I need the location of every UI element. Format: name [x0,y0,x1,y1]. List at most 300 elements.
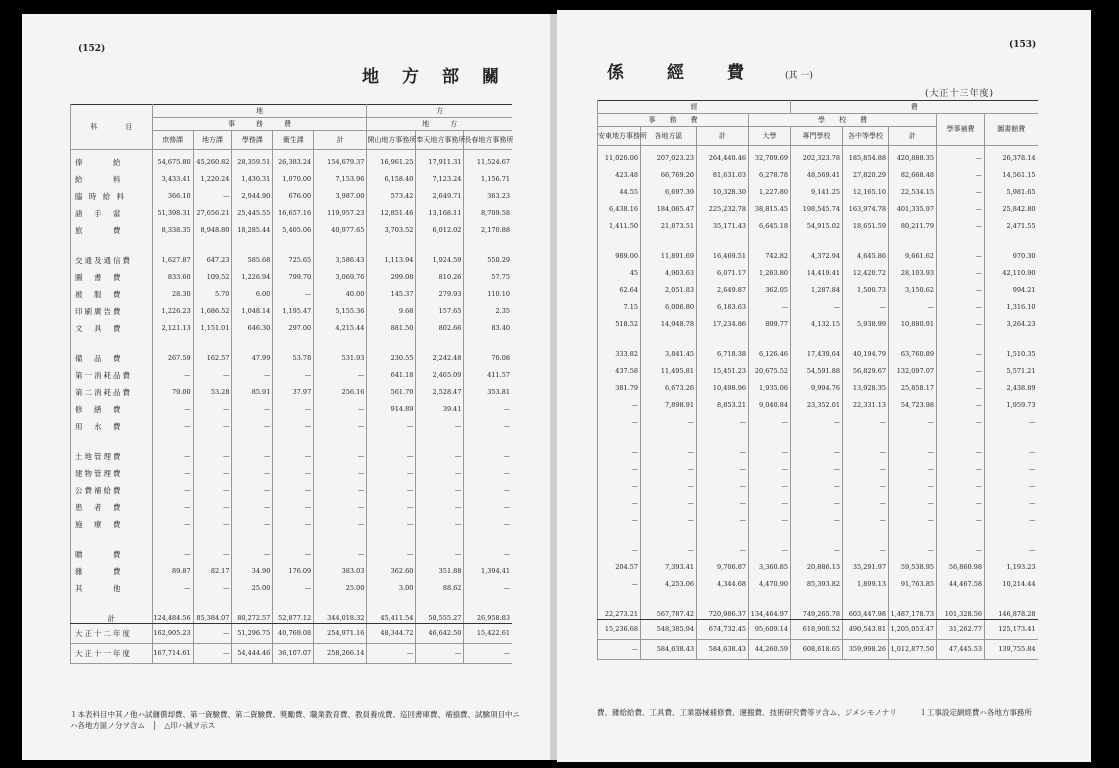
value-cell: — [314,397,367,414]
value-cell: — [232,444,273,461]
spacer-cell [367,235,416,248]
spacer-cell [193,333,232,346]
row-label: 贈 費 [71,542,153,559]
value-cell: 802.66 [416,316,464,333]
value-cell: 110.10 [464,282,512,299]
value-cell: — [697,491,749,508]
value-cell: 18,285.44 [232,218,273,235]
value-cell: 80,272.57 [232,593,273,624]
value-cell: 1,500.73 [843,278,889,295]
value-cell: 1,226.23 [152,299,193,316]
value-cell: 9,661.62 [889,244,937,261]
value-cell: 6,673.26 [641,376,697,393]
value-cell: 132,097.07 [889,359,937,376]
value-cell: — [193,363,232,380]
table-row [71,559,513,576]
value-cell: — [598,572,641,589]
value-cell: — [697,474,749,491]
value-cell: 3,703.52 [367,218,416,235]
spacer-cell [598,329,641,342]
value-cell: — [598,538,641,555]
value-cell: — [843,491,889,508]
spacer-cell [641,525,697,538]
value-cell: 5.70 [193,282,232,299]
value-cell: 4,132.15 [791,312,843,329]
value-cell: — [697,457,749,474]
row-label: 雜 費 [71,559,153,576]
value-cell: 48,569.41 [791,163,843,180]
value-cell: — [598,640,641,660]
value-cell: — [985,457,1038,474]
column-header: 長春地方事務所 [464,131,512,150]
value-cell: 101,328.56 [937,589,985,620]
spacer-cell [985,525,1038,538]
value-cell: 256.16 [314,380,367,397]
value-cell: — [273,414,314,431]
value-cell: 28,359.51 [232,150,273,168]
value-cell: 641.18 [367,363,416,380]
value-cell: 80,211.79 [889,214,937,231]
value-cell: — [889,295,937,312]
value-cell: — [232,363,273,380]
value-cell: — [985,538,1038,555]
value-cell: 8,338.35 [152,218,193,235]
spacer-cell [314,431,367,444]
spacer-cell [367,431,416,444]
year-row [71,644,513,664]
table-row [598,491,1038,508]
value-cell: — [641,508,697,525]
spacer-cell [193,235,232,248]
value-cell: 2,121.13 [152,316,193,333]
total-row [598,589,1038,620]
spacer-cell [152,333,193,346]
value-cell: — [937,244,985,261]
value-cell: — [791,457,843,474]
value-cell: 6,438.16 [598,197,641,214]
value-cell: 22,534.15 [889,180,937,197]
value-cell: 366.10 [152,184,193,201]
spacer-cell [843,427,889,440]
value-cell: 23,352.01 [791,393,843,410]
table-row [71,576,513,593]
value-cell: — [367,461,416,478]
spacer-cell [232,529,273,542]
value-cell: — [749,457,791,474]
value-cell: — [152,512,193,529]
value-cell: — [416,512,464,529]
value-cell: — [464,461,512,478]
value-cell: 25.00 [314,576,367,593]
value-cell: 573.42 [367,184,416,201]
value-cell: 46,642.50 [416,624,464,644]
value-cell: — [314,363,367,380]
value-cell: 720,986.37 [697,589,749,620]
value-cell: 567,787.42 [641,589,697,620]
spacer-row [71,333,513,346]
value-cell: — [416,644,464,664]
value-cell: — [937,180,985,197]
value-cell: 362.05 [749,278,791,295]
value-cell: — [749,538,791,555]
value-cell: 3,586.43 [314,248,367,265]
value-cell: — [749,295,791,312]
value-cell: 4,215.44 [314,316,367,333]
value-cell: 10,498.96 [697,376,749,393]
subtitle-right: (其 一) [785,71,813,81]
value-cell: — [464,495,512,512]
value-cell: 2,438.89 [985,376,1038,393]
spacer-cell [193,431,232,444]
spacer-cell [273,431,314,444]
table-row [71,397,513,414]
value-cell: 3,150.62 [889,278,937,295]
spacer-cell [937,427,985,440]
value-cell: 299.08 [367,265,416,282]
value-cell: 1,226.94 [232,265,273,282]
spacer-cell [416,431,464,444]
value-cell: — [367,542,416,559]
table-row [71,201,513,218]
value-cell: 184,065.47 [641,197,697,214]
header-row [598,114,1038,127]
value-cell: 47,445.53 [937,640,985,660]
spacer-cell [791,231,843,244]
spacer-cell [641,329,697,342]
value-cell: 561.70 [367,380,416,397]
value-cell: — [598,440,641,457]
value-cell: 585.68 [232,248,273,265]
value-cell: 51,296.75 [232,624,273,644]
value-cell: 48,344.72 [367,624,416,644]
value-cell: 411.57 [464,363,512,380]
value-cell: 2,649.87 [697,278,749,295]
value-cell: — [273,461,314,478]
value-cell: — [937,538,985,555]
spacer-cell [749,231,791,244]
value-cell: — [314,444,367,461]
value-cell: 52,877.12 [273,593,314,624]
table-row [598,359,1038,376]
value-cell: 10,328.30 [697,180,749,197]
value-cell: — [889,508,937,525]
value-cell: 363.23 [464,184,512,201]
value-cell: 1,048.14 [232,299,273,316]
value-cell: — [273,542,314,559]
value-cell: — [749,440,791,457]
table-row [598,342,1038,359]
value-cell: 267.59 [152,346,193,363]
value-cell: 37.97 [273,380,314,397]
column-header: 專門學校 [791,127,843,146]
page-number-right: (153) [1009,40,1037,50]
value-cell: 1,287.84 [791,278,843,295]
value-cell: 28,103.93 [889,261,937,278]
value-cell: 85.91 [232,380,273,397]
value-cell: 16,469.51 [697,244,749,261]
value-cell: 109.52 [193,265,232,282]
value-cell: 146,878.28 [985,589,1038,620]
value-cell: — [152,495,193,512]
table-row [598,261,1038,278]
value-cell: — [416,495,464,512]
value-cell: 6,183.63 [697,295,749,312]
value-cell: 82.17 [193,559,232,576]
value-cell: — [152,414,193,431]
value-cell: 167,714.61 [152,644,193,664]
value-cell: — [232,512,273,529]
table-row [71,380,513,397]
value-cell: — [598,457,641,474]
value-cell: — [641,538,697,555]
value-cell: 584,638.43 [641,640,697,660]
value-cell: 1,959.73 [985,393,1038,410]
header-cell: 學 校 費 [749,114,937,127]
column-header: 計 [889,127,937,146]
table-row [598,393,1038,410]
value-cell: — [791,440,843,457]
column-header: 衛生課 [273,131,314,150]
value-cell: — [193,512,232,529]
value-cell: — [937,491,985,508]
value-cell: — [641,410,697,427]
value-cell: 3,987.00 [314,184,367,201]
value-cell: 676.00 [273,184,314,201]
value-cell: 16,961.25 [367,150,416,168]
spacer-row [598,427,1038,440]
table-row [598,376,1038,393]
value-cell: 264,440.46 [697,146,749,164]
value-cell: 1,012,877.50 [889,640,937,660]
value-cell: 970.30 [985,244,1038,261]
value-cell: 26,383.24 [273,150,314,168]
value-cell: — [193,542,232,559]
value-cell: 7,898.91 [641,393,697,410]
value-cell: — [598,410,641,427]
value-cell: 333.82 [598,342,641,359]
value-cell: 9,040.84 [749,393,791,410]
value-cell: — [889,457,937,474]
book-spine [550,14,557,760]
value-cell: 15,451.23 [697,359,749,376]
value-cell: — [697,508,749,525]
value-cell: 4,372.94 [791,244,843,261]
column-header: 各地方區 [641,127,697,146]
spacer-cell [697,427,749,440]
value-cell: 6,697.39 [641,180,697,197]
value-cell: — [697,410,749,427]
column-header: 安東地方事務所 [598,127,641,146]
value-cell: 25,858.17 [889,376,937,393]
value-cell: 125,173.41 [985,620,1038,640]
header-cell: 事 務 費 [152,118,367,131]
table-row [598,295,1038,312]
value-cell: — [843,440,889,457]
spacer-cell [843,329,889,342]
header-row [598,101,1038,114]
column-header: 計 [314,131,367,150]
value-cell: 204.57 [598,555,641,572]
page-number-left: (152) [78,44,106,54]
spacer-row [71,529,513,542]
value-cell: 1,935.06 [749,376,791,393]
value-cell: 89.87 [152,559,193,576]
value-cell: 119,957.23 [314,201,367,218]
value-cell: 139,755.84 [985,640,1038,660]
value-cell: 749,265.78 [791,589,843,620]
value-cell: 54,675.80 [152,150,193,168]
value-cell: 25.00 [232,576,273,593]
value-cell: 157.65 [416,299,464,316]
value-cell: 4,903.63 [641,261,697,278]
value-cell: — [464,576,512,593]
value-cell: 44,467.58 [937,572,985,589]
spacer-cell [464,235,512,248]
value-cell: 54,915.02 [791,214,843,231]
value-cell: 1,394.41 [464,559,512,576]
value-cell: — [937,261,985,278]
spacer-cell [937,231,985,244]
value-cell: 56,860.98 [937,555,985,572]
row-label: 用 水 費 [71,414,153,431]
value-cell: 66,769.20 [641,163,697,180]
spacer-cell [367,333,416,346]
value-cell: 6,718.38 [697,342,749,359]
value-cell: 994.21 [985,278,1038,295]
value-cell: 1,510.35 [985,342,1038,359]
row-label: 公費補給費 [71,478,153,495]
value-cell: 1,070.00 [273,167,314,184]
value-cell: — [232,495,273,512]
value-cell: 70.08 [464,346,512,363]
value-cell: 742.82 [749,244,791,261]
value-cell: 21,873.51 [641,214,697,231]
spacer-cell [273,333,314,346]
table-row [71,167,513,184]
value-cell: 1,227.80 [749,180,791,197]
table-row [71,265,513,282]
spacer-cell [985,231,1038,244]
value-cell: — [193,478,232,495]
value-cell: — [416,414,464,431]
value-cell: — [791,474,843,491]
value-cell: — [152,542,193,559]
value-cell: 202,323.78 [791,146,843,164]
value-cell: — [697,538,749,555]
value-cell: — [641,457,697,474]
row-label: 給 料 [71,167,153,184]
header-cell: 方 [367,105,512,118]
value-cell: 618,900.52 [791,620,843,640]
value-cell: 9.68 [367,299,416,316]
row-label: 第一消耗品費 [71,363,153,380]
table-row [71,444,513,461]
header-cell: 圖書館費 [985,114,1038,146]
spacer-row [71,431,513,444]
value-cell: 7,123.24 [416,167,464,184]
value-cell: 11,020.00 [598,146,641,164]
value-cell: — [193,444,232,461]
table-row [71,218,513,235]
spacer-cell [273,235,314,248]
column-header: 各中等學校 [843,127,889,146]
value-cell: — [985,474,1038,491]
table-row [598,457,1038,474]
value-cell: 2,170.88 [464,218,512,235]
value-cell: 81,631.03 [697,163,749,180]
value-cell: — [598,491,641,508]
value-cell: 646.30 [232,316,273,333]
value-cell: — [985,508,1038,525]
value-cell: 603,447.98 [843,589,889,620]
value-cell: 17,911.31 [416,150,464,168]
value-cell: — [152,444,193,461]
table-row [71,495,513,512]
value-cell: 10,880.91 [889,312,937,329]
value-cell: 18,651.59 [843,214,889,231]
value-cell: 548,385.94 [641,620,697,640]
value-cell: 8,853.21 [697,393,749,410]
value-cell: 9,141.25 [791,180,843,197]
value-cell: 2,242.48 [416,346,464,363]
table-row [71,478,513,495]
value-cell: — [367,495,416,512]
value-cell: 95,609.14 [749,620,791,640]
value-cell: 809.77 [749,312,791,329]
value-cell: — [937,440,985,457]
value-cell: — [416,478,464,495]
header-cell: 地 方 [367,118,512,131]
value-cell: — [889,491,937,508]
value-cell: 4,344.68 [697,572,749,589]
value-cell: 5,405.06 [273,218,314,235]
value-cell: 36,107.07 [273,644,314,664]
value-cell: 279.93 [416,282,464,299]
row-label: 修 繕 費 [71,397,153,414]
value-cell: 2,471.55 [985,214,1038,231]
spacer-cell [749,329,791,342]
value-cell: 725.65 [273,248,314,265]
value-cell: — [937,393,985,410]
column-header: 大學 [749,127,791,146]
value-cell: 6,006.80 [641,295,697,312]
value-cell: 34.90 [232,559,273,576]
table-row [598,244,1038,261]
value-cell: 53.78 [273,346,314,363]
spacer-cell [273,529,314,542]
table-row [598,555,1038,572]
value-cell: 162.57 [193,346,232,363]
value-cell: 39.41 [416,397,464,414]
spacer-cell [697,329,749,342]
value-cell: — [937,376,985,393]
value-cell: 437.58 [598,359,641,376]
value-cell: 381.79 [598,376,641,393]
value-cell: 28.30 [152,282,193,299]
fiscal-year-note: (大正十三年度) [925,89,995,99]
table-row [71,461,513,478]
value-cell: — [937,146,985,164]
value-cell: 35,291.97 [843,555,889,572]
spacer-cell [314,529,367,542]
row-label: 患 者 費 [71,495,153,512]
row-label: 俸 給 [71,150,153,168]
value-cell: 3,841.45 [641,342,697,359]
value-cell: — [749,410,791,427]
value-cell: 17,439.64 [791,342,843,359]
value-cell: — [791,491,843,508]
value-cell: — [314,542,367,559]
